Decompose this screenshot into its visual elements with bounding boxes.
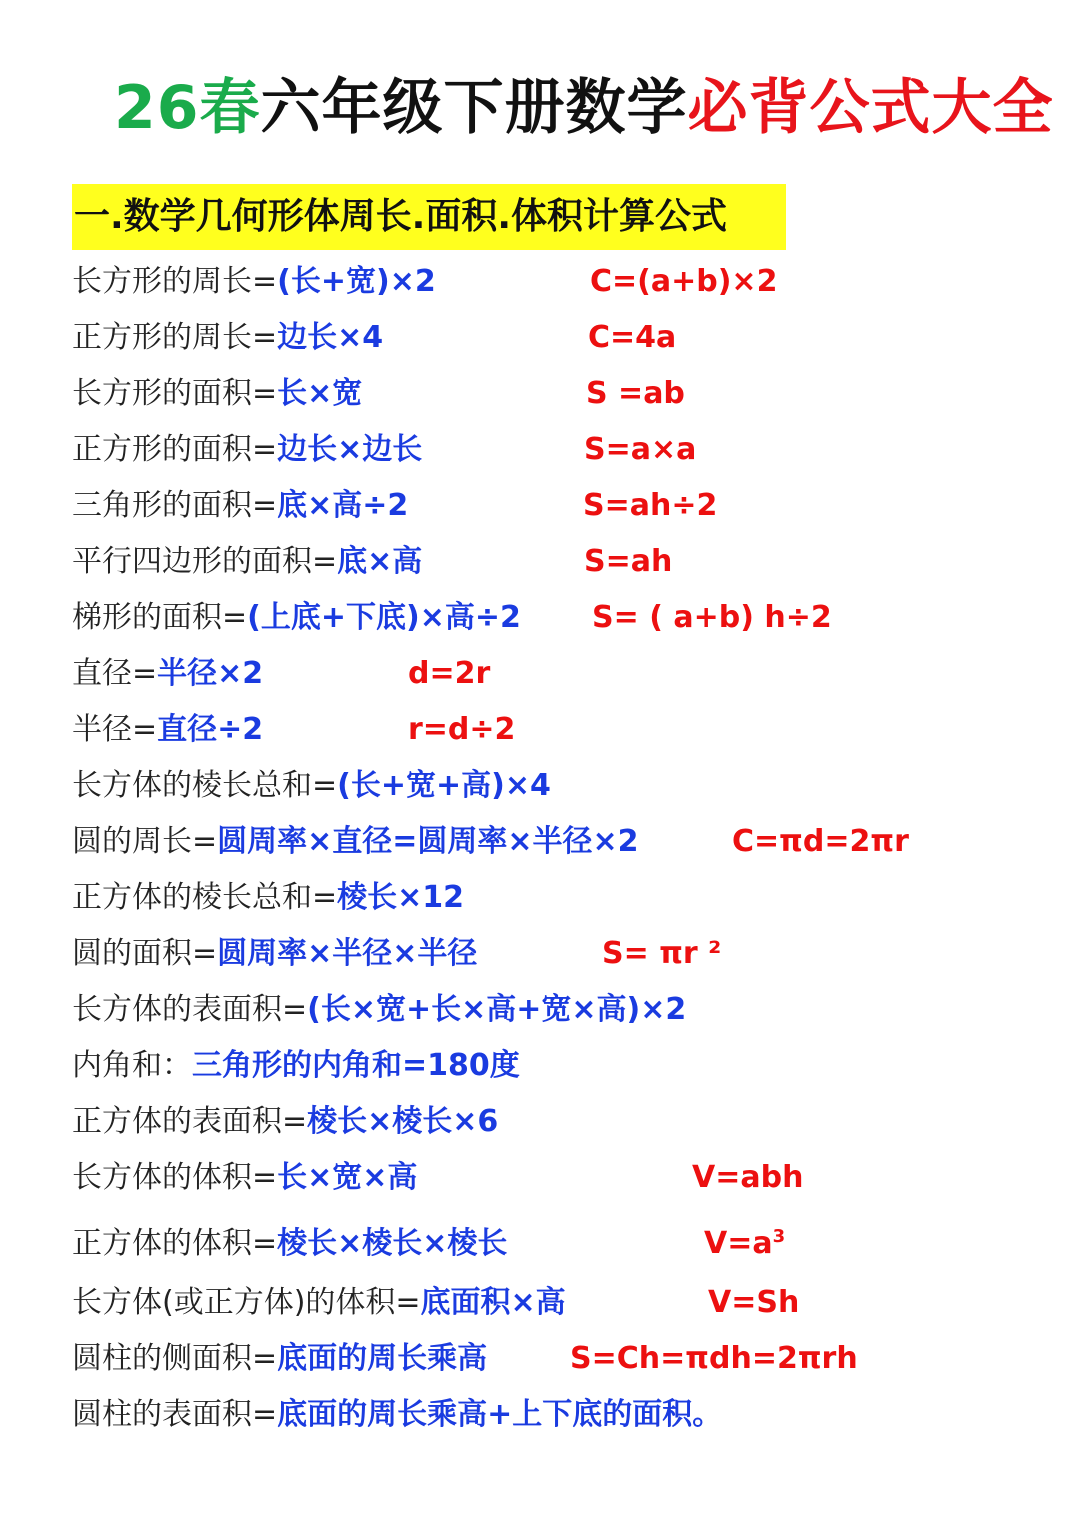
formula-expression: 棱长×棱长×6 [307, 1104, 499, 1139]
section-heading: 一.数学几何形体周长.面积.体积计算公式 [74, 196, 728, 237]
formula-expression: 长×宽 [277, 376, 363, 411]
formula-label: 直径= [72, 656, 158, 691]
formula-row [72, 875, 464, 921]
formula-label: 正方形的面积= [72, 432, 278, 467]
formula-expression: 底×高 [337, 544, 423, 579]
formula-row [72, 1221, 507, 1267]
formula-symbol: r=d÷2 [408, 712, 516, 747]
formula-row [72, 931, 477, 977]
formula-label: 长方体(或正方体)的体积= [72, 1285, 421, 1320]
title-grade: 六年级下册数学 [260, 73, 688, 143]
formula-label: 长方体的表面积= [72, 992, 308, 1027]
formula-expression: (长+宽+高)×4 [337, 768, 551, 803]
formula-expression: 圆周率×半径×半径 [217, 936, 478, 971]
page-title [114, 68, 1080, 148]
formula-row [72, 427, 422, 473]
formula-expression: 底面的周长乘高+上下底的面积。 [277, 1397, 723, 1432]
formula-symbol: S =ab [586, 376, 685, 411]
formula-symbol: V=abh [692, 1160, 804, 1195]
formula-row [72, 707, 263, 753]
formula-row [72, 1155, 417, 1201]
formula-label: 圆柱的表面积= [72, 1397, 278, 1432]
formula-symbol-exponent: 3 [772, 1226, 786, 1247]
formula-expression: 底面积×高 [420, 1285, 566, 1320]
formula-expression: 边长×边长 [277, 432, 423, 467]
formula-expression: 棱长×棱长×棱长 [277, 1226, 508, 1261]
formula-symbol: C=πd=2πr [732, 824, 909, 859]
formula-symbol: S=a×a [584, 432, 697, 467]
formula-expression: 底面的周长乘高 [277, 1341, 488, 1376]
formula-symbol: d=2r [408, 656, 491, 691]
formula-expression: 长×宽×高 [277, 1160, 418, 1195]
formula-symbol [704, 1221, 785, 1267]
formula-label: 正方体的体积= [72, 1226, 278, 1261]
formula-symbol: C=(a+b)×2 [590, 264, 778, 299]
formula-symbol: S=ah÷2 [583, 488, 718, 523]
formula-label: 内角和： [72, 1048, 192, 1083]
formula-label: 长方体的棱长总和= [72, 768, 338, 803]
formula-expression: 边长×4 [277, 320, 384, 355]
formula-row [72, 595, 521, 641]
formula-label: 正方体的棱长总和= [72, 880, 338, 915]
formula-row [72, 315, 383, 361]
formula-row [72, 1099, 498, 1145]
formula-label: 平行四边形的面积= [72, 544, 338, 579]
formula-row [72, 1280, 566, 1326]
formula-expression: (长+宽)×2 [277, 264, 436, 299]
formula-expression: 三角形的内角和=180度 [192, 1048, 520, 1083]
formula-label: 正方体的表面积= [72, 1104, 308, 1139]
section-header [72, 184, 786, 250]
formula-label: 半径= [72, 712, 158, 747]
formula-expression: 直径÷2 [157, 712, 264, 747]
formula-label: 正方形的周长= [72, 320, 278, 355]
formula-label: 梯形的面积= [72, 600, 248, 635]
formula-row [72, 763, 551, 809]
formula-symbol: V=Sh [708, 1285, 800, 1320]
formula-label: 圆的周长= [72, 824, 218, 859]
formula-expression: 棱长×12 [337, 880, 465, 915]
formula-row [72, 1043, 520, 1089]
formula-label: 长方形的面积= [72, 376, 278, 411]
formula-expression: 半径×2 [157, 656, 264, 691]
formula-symbol-base: V=a [704, 1226, 773, 1261]
formula-expression: (上底+下底)×高÷2 [247, 600, 521, 635]
formula-row [72, 819, 639, 865]
formula-symbol: S= πr ² [602, 936, 722, 971]
formula-row [72, 987, 686, 1033]
formula-row [72, 539, 422, 585]
title-highlight: 必背公式大全 [687, 73, 1054, 143]
formula-label: 长方体的体积= [72, 1160, 278, 1195]
formula-label: 圆柱的侧面积= [72, 1341, 278, 1376]
title-year: 26春 [114, 73, 261, 143]
formula-symbol: S= ( a+b) h÷2 [592, 600, 832, 635]
formula-row [72, 1392, 722, 1438]
formula-symbol: S=ah [584, 544, 673, 579]
formula-row [72, 259, 436, 305]
formula-label: 长方形的周长= [72, 264, 278, 299]
formula-row [72, 1336, 487, 1382]
formula-label: 圆的面积= [72, 936, 218, 971]
formula-expression: 圆周率×直径=圆周率×半径×2 [217, 824, 639, 859]
formula-label: 三角形的面积= [72, 488, 278, 523]
formula-row [72, 483, 408, 529]
formula-expression: 底×高÷2 [277, 488, 409, 523]
formula-row [72, 651, 263, 697]
formula-row [72, 371, 362, 417]
formula-expression: (长×宽+长×高+宽×高)×2 [307, 992, 687, 1027]
formula-symbol: S=Ch=πdh=2πrh [570, 1341, 858, 1376]
formula-symbol: C=4a [588, 320, 677, 355]
